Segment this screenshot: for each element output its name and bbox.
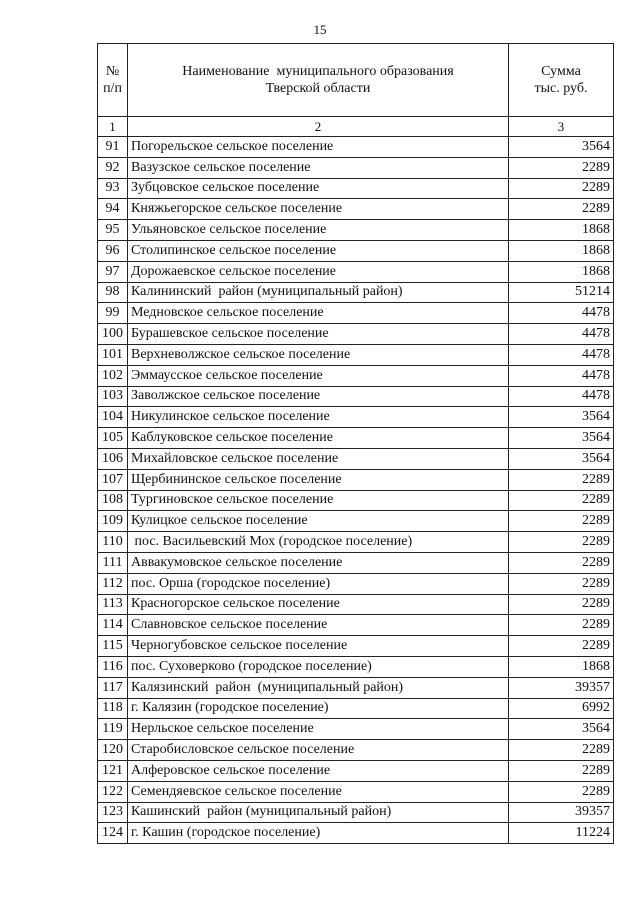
table-row xyxy=(98,698,614,719)
table-row xyxy=(98,469,614,490)
row-municipality-name: Ульяновское сельское поселение xyxy=(128,220,509,241)
row-number: 96 xyxy=(98,240,128,261)
row-municipality-name: Старобисловское сельское поселение xyxy=(128,740,509,761)
row-municipality-name: Заволжское сельское поселение xyxy=(128,386,509,407)
row-amount: 39357 xyxy=(509,677,614,698)
column-index-1: 1 xyxy=(98,117,128,137)
row-number: 103 xyxy=(98,386,128,407)
row-number: 120 xyxy=(98,740,128,761)
table-row xyxy=(98,365,614,386)
row-amount: 1868 xyxy=(509,220,614,241)
row-amount: 4478 xyxy=(509,303,614,324)
row-number: 102 xyxy=(98,365,128,386)
row-number: 110 xyxy=(98,532,128,553)
row-amount: 2289 xyxy=(509,178,614,199)
table-row xyxy=(98,760,614,781)
table-row xyxy=(98,636,614,657)
table-row xyxy=(98,511,614,532)
row-municipality-name: пос. Васильевский Мох (городское поселение) xyxy=(128,532,509,553)
row-amount: 2289 xyxy=(509,157,614,178)
row-amount: 2289 xyxy=(509,615,614,636)
row-number: 124 xyxy=(98,823,128,844)
row-amount: 2289 xyxy=(509,636,614,657)
row-municipality-name: Бурашевское сельское поселение xyxy=(128,324,509,345)
row-number: 121 xyxy=(98,760,128,781)
row-municipality-name: Никулинское сельское поселение xyxy=(128,407,509,428)
row-amount: 4478 xyxy=(509,324,614,345)
table-row xyxy=(98,240,614,261)
row-number: 122 xyxy=(98,781,128,802)
column-index-row xyxy=(98,117,614,137)
row-amount: 1868 xyxy=(509,261,614,282)
row-municipality-name: Столипинское сельское поселение xyxy=(128,240,509,261)
header-name-line2: Тверской области xyxy=(265,81,371,96)
row-municipality-name: Семендяевское сельское поселение xyxy=(128,781,509,802)
row-municipality-name: Дорожаевское сельское поселение xyxy=(128,261,509,282)
row-municipality-name: Аввакумовское сельское поселение xyxy=(128,552,509,573)
header-number-line1: № xyxy=(105,64,120,79)
row-amount: 2289 xyxy=(509,740,614,761)
row-amount: 2289 xyxy=(509,511,614,532)
row-municipality-name: Вазузское сельское поселение xyxy=(128,157,509,178)
table-row xyxy=(98,677,614,698)
row-amount: 1868 xyxy=(509,240,614,261)
row-number: 98 xyxy=(98,282,128,303)
header-number-line2: п/п xyxy=(103,81,122,96)
row-municipality-name: Михайловское сельское поселение xyxy=(128,448,509,469)
table-row xyxy=(98,615,614,636)
row-municipality-name: Кашинский район (муниципальный район) xyxy=(128,802,509,823)
table-row xyxy=(98,324,614,345)
row-number: 101 xyxy=(98,344,128,365)
row-amount: 51214 xyxy=(509,282,614,303)
row-amount: 4478 xyxy=(509,386,614,407)
table-row xyxy=(98,220,614,241)
row-municipality-name: Княжьегорское сельское поселение xyxy=(128,199,509,220)
budget-allocation-table xyxy=(97,43,614,844)
row-amount: 11224 xyxy=(509,823,614,844)
page-number: 15 xyxy=(313,22,327,37)
table-row xyxy=(98,573,614,594)
row-number: 112 xyxy=(98,573,128,594)
row-amount: 2289 xyxy=(509,594,614,615)
row-number: 108 xyxy=(98,490,128,511)
row-number: 111 xyxy=(98,552,128,573)
row-amount: 3564 xyxy=(509,448,614,469)
row-municipality-name: Погорельское сельское поселение xyxy=(128,137,509,158)
row-number: 114 xyxy=(98,615,128,636)
table-row xyxy=(98,802,614,823)
row-municipality-name: г. Калязин (городское поселение) xyxy=(128,698,509,719)
table-row xyxy=(98,282,614,303)
table-row xyxy=(98,157,614,178)
table-body xyxy=(98,137,614,844)
table-row xyxy=(98,781,614,802)
row-municipality-name: Кулицкое сельское поселение xyxy=(128,511,509,532)
table-row xyxy=(98,448,614,469)
row-number: 123 xyxy=(98,802,128,823)
row-amount: 3564 xyxy=(509,428,614,449)
header-row xyxy=(98,44,614,117)
row-number: 119 xyxy=(98,719,128,740)
row-amount: 2289 xyxy=(509,781,614,802)
table-row xyxy=(98,137,614,158)
column-index-3: 3 xyxy=(509,117,614,137)
row-number: 118 xyxy=(98,698,128,719)
row-municipality-name: г. Кашин (городское поселение) xyxy=(128,823,509,844)
row-municipality-name: Зубцовское сельское поселение xyxy=(128,178,509,199)
row-amount: 3564 xyxy=(509,719,614,740)
row-number: 94 xyxy=(98,199,128,220)
row-amount: 2289 xyxy=(509,760,614,781)
column-index-2: 2 xyxy=(128,117,509,137)
row-number: 107 xyxy=(98,469,128,490)
row-municipality-name: Верхневолжское сельское поселение xyxy=(128,344,509,365)
row-number: 92 xyxy=(98,157,128,178)
table-row xyxy=(98,552,614,573)
row-municipality-name: Калязинский район (муниципальный район) xyxy=(128,677,509,698)
header-sum xyxy=(509,44,614,117)
row-number: 116 xyxy=(98,656,128,677)
row-amount: 2289 xyxy=(509,552,614,573)
table-row xyxy=(98,386,614,407)
row-municipality-name: Эммаусское сельское поселение xyxy=(128,365,509,386)
row-amount: 6992 xyxy=(509,698,614,719)
row-municipality-name: Черногубовское сельское поселение xyxy=(128,636,509,657)
table-row xyxy=(98,594,614,615)
table-row xyxy=(98,823,614,844)
row-amount: 3564 xyxy=(509,137,614,158)
row-number: 106 xyxy=(98,448,128,469)
row-number: 95 xyxy=(98,220,128,241)
header-sum-line1: Сумма xyxy=(541,64,581,79)
header-name xyxy=(128,44,509,117)
row-municipality-name: Алферовское сельское поселение xyxy=(128,760,509,781)
row-number: 100 xyxy=(98,324,128,345)
row-amount: 3564 xyxy=(509,407,614,428)
row-municipality-name: пос. Орша (городское поселение) xyxy=(128,573,509,594)
row-amount: 1868 xyxy=(509,656,614,677)
table-row xyxy=(98,490,614,511)
row-municipality-name: Каблуковское сельское поселение xyxy=(128,428,509,449)
row-number: 91 xyxy=(98,137,128,158)
header-sum-line2: тыс. руб. xyxy=(534,81,588,96)
row-number: 115 xyxy=(98,636,128,657)
table-row xyxy=(98,740,614,761)
row-amount: 4478 xyxy=(509,344,614,365)
row-municipality-name: Красногорское сельское поселение xyxy=(128,594,509,615)
row-number: 113 xyxy=(98,594,128,615)
row-amount: 2289 xyxy=(509,490,614,511)
header-name-line1: Наименование муниципального образования xyxy=(182,64,454,79)
row-municipality-name: Медновское сельское поселение xyxy=(128,303,509,324)
row-municipality-name: Славновское сельское поселение xyxy=(128,615,509,636)
table-row xyxy=(98,344,614,365)
row-municipality-name: пос. Суховерково (городское поселение) xyxy=(128,656,509,677)
row-amount: 2289 xyxy=(509,532,614,553)
row-number: 104 xyxy=(98,407,128,428)
row-number: 99 xyxy=(98,303,128,324)
row-amount: 2289 xyxy=(509,573,614,594)
header-number xyxy=(98,44,128,117)
table-row xyxy=(98,178,614,199)
row-number: 93 xyxy=(98,178,128,199)
row-number: 109 xyxy=(98,511,128,532)
table-row xyxy=(98,719,614,740)
table-row xyxy=(98,656,614,677)
row-amount: 2289 xyxy=(509,469,614,490)
table-row xyxy=(98,532,614,553)
row-number: 105 xyxy=(98,428,128,449)
row-amount: 4478 xyxy=(509,365,614,386)
row-number: 117 xyxy=(98,677,128,698)
row-amount: 39357 xyxy=(509,802,614,823)
table-row xyxy=(98,303,614,324)
table-row xyxy=(98,407,614,428)
row-municipality-name: Калининский район (муниципальный район) xyxy=(128,282,509,303)
row-municipality-name: Тургиновское сельское поселение xyxy=(128,490,509,511)
row-number: 97 xyxy=(98,261,128,282)
row-municipality-name: Щербининское сельское поселение xyxy=(128,469,509,490)
row-amount: 2289 xyxy=(509,199,614,220)
table-row xyxy=(98,428,614,449)
row-municipality-name: Нерльское сельское поселение xyxy=(128,719,509,740)
table-row xyxy=(98,261,614,282)
table-row xyxy=(98,199,614,220)
